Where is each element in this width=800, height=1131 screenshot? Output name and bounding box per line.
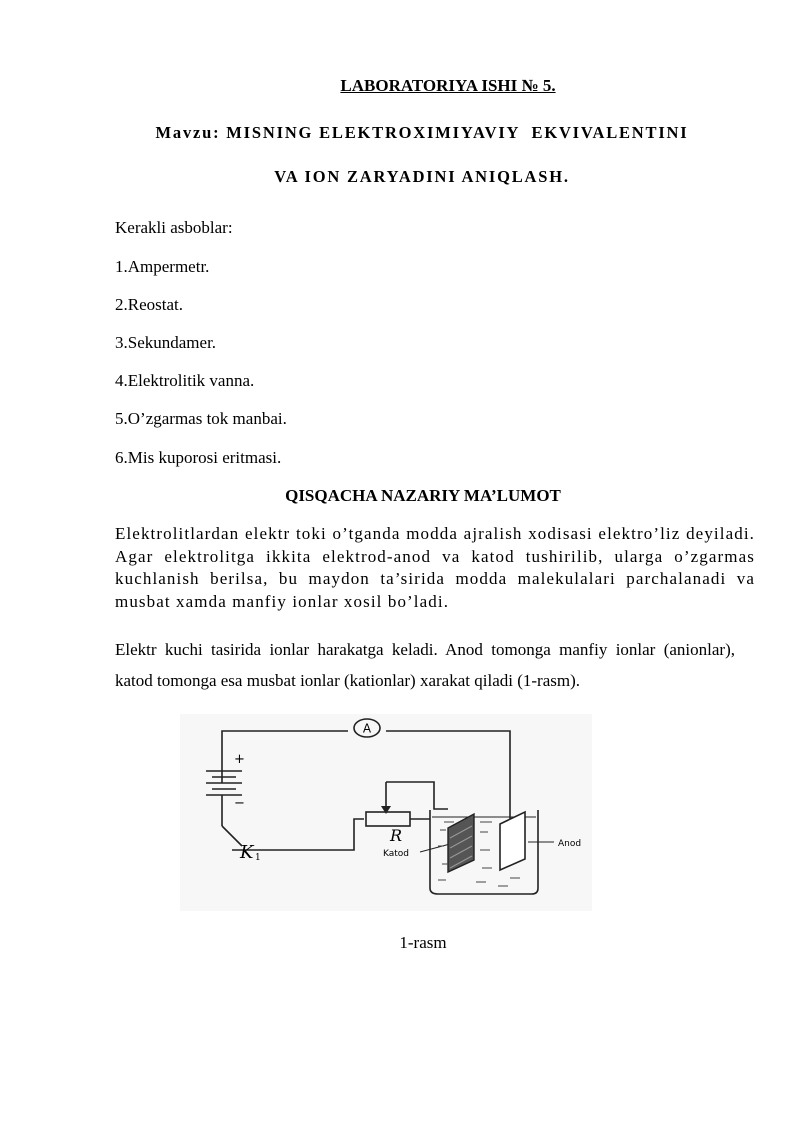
anode-label: Anod [558,839,582,849]
battery-plus-label: + [234,752,245,767]
lab-title: LABORATORIYA ISHI № 5. [340,76,556,95]
equipment-label: Kerakli asboblar: [115,218,233,237]
theory-paragraph-2: Elektr kuchi tasirida ionlar harakatga keladi. Anod tomonga manfiy ionlar (anionlar), katod tomonga esa musbat ionlar (kationlar) xarakat qiladi (1-rasm). [115,640,735,690]
equipment-item-bath: 4.Elektrolitik vanna. [115,371,255,390]
electrolysis-circuit-diagram [180,714,592,911]
key-label: K [240,842,254,863]
rheostat-label: R [390,826,403,845]
theory-heading: QISQACHA NAZARIY MA’LUMOT [285,486,561,505]
theory-paragraph-1: Elektrolitlardan elektr toki o’tganda modda ajralish xodisasi elektro’liz deyiladi. Agar elektrolitga ikkita elektrod-anod va katod tushirilib, ularga o’zgarmas kuchlanish berilsa, bu maydon ta’sirida modda malekulalari parchalanadi va musbat xamda manfiy ionlar xosil bo’ladi. [115,524,755,611]
equipment-item-solution: 6.Mis kuporosi eritmasi. [115,448,282,467]
equipment-item-stopwatch: 3.Sekundamer. [115,333,217,352]
battery-minus-label: − [234,796,245,811]
figure-caption: 1-rasm [399,933,447,952]
equipment-item-rheostat: 2.Reostat. [115,295,183,314]
equipment-item-ammeter: 1.Ampermetr. [115,257,210,276]
key-subscript: 1 [255,853,261,863]
ammeter-label: A [362,721,372,736]
topic-line-2: VA ION ZARYADINI ANIQLASH. [274,167,570,186]
equipment-item-dc-source: 5.O’zgarmas tok manbai. [115,409,287,428]
cathode-label: Katod [383,849,410,859]
topic-line-1: Mavzu: MISNING ELEKTROXIMIYAVIY EKVIVALENTINI [155,123,689,142]
